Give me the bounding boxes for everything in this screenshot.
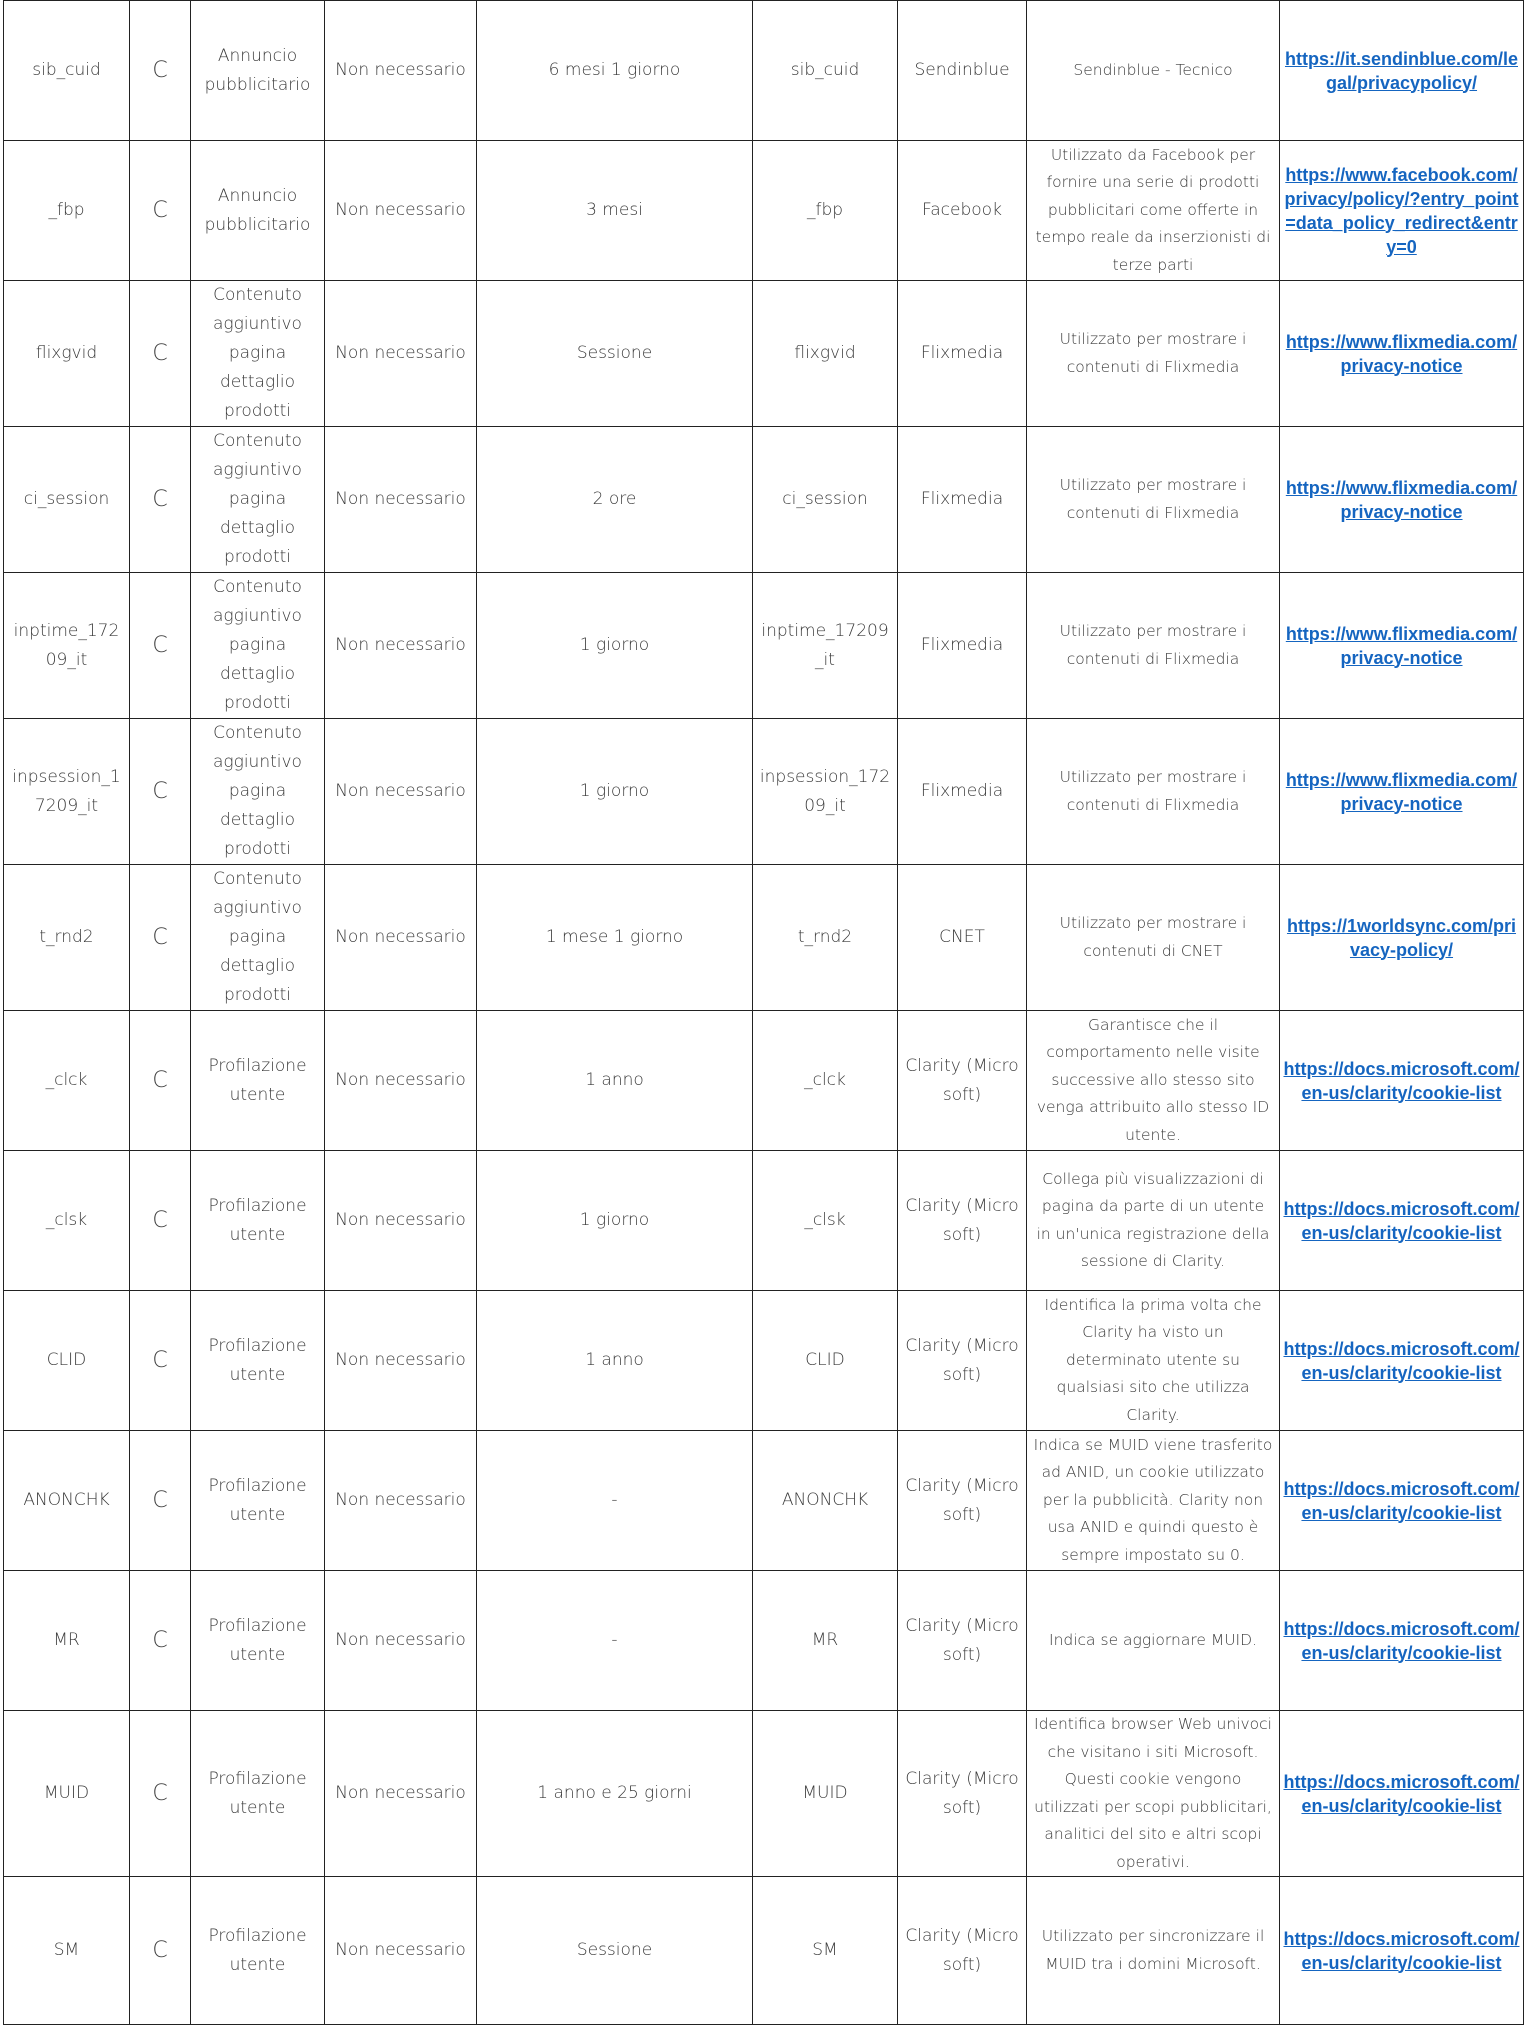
privacy-policy-link[interactable]: https://docs.microsoft.com/en-us/clarity/cookie-list	[1283, 1198, 1520, 1243]
cookie-purpose-cell: Profilazione utente	[191, 1431, 325, 1571]
cookie-policy-cell	[1280, 1151, 1524, 1291]
cookie-duration-cell: 1 giorno	[477, 573, 753, 719]
table-row	[4, 1431, 1524, 1571]
cookie-id-cell: inpsession_17209_it	[753, 719, 898, 865]
cookie-purpose-cell: Contenuto aggiuntivo pagina dettaglio prodotti	[191, 865, 325, 1011]
cookie-type-cell: C	[130, 1431, 191, 1571]
cookie-id-cell: MR	[753, 1571, 898, 1711]
privacy-policy-link[interactable]: https://docs.microsoft.com/en-us/clarity/cookie-list	[1283, 1771, 1520, 1816]
cookie-purpose-cell: Contenuto aggiuntivo pagina dettaglio prodotti	[191, 719, 325, 865]
cookie-purpose-cell: Profilazione utente	[191, 1011, 325, 1151]
cookie-table	[3, 0, 1524, 2025]
cookie-consent-cell: Non necessario	[325, 281, 477, 427]
cookie-consent-cell: Non necessario	[325, 1877, 477, 2025]
cookie-name-cell: SM	[4, 1877, 130, 2025]
cookie-consent-cell: Non necessario	[325, 865, 477, 1011]
cookie-policy-cell	[1280, 141, 1524, 281]
cookie-description-cell	[1027, 427, 1280, 573]
cookie-description-text: Utilizzato per mostrare i contenuti di CNET	[1059, 914, 1247, 960]
cookie-policy-cell	[1280, 427, 1524, 573]
cookie-policy-cell	[1280, 1291, 1524, 1431]
cookie-duration-cell: 2 ore	[477, 427, 753, 573]
cookie-policy-cell	[1280, 1711, 1524, 1877]
cookie-name-cell: ANONCHK	[4, 1431, 130, 1571]
cookie-type-cell: C	[130, 719, 191, 865]
cookie-policy-cell	[1280, 573, 1524, 719]
cookie-id-cell: _fbp	[753, 141, 898, 281]
cookie-consent-cell: Non necessario	[325, 141, 477, 281]
table-row	[4, 1011, 1524, 1151]
cookie-description-text: Garantisce che il comportamento nelle visite successive allo stesso sito venga attribuito allo stesso ID utente.	[1036, 1015, 1270, 1144]
cookie-consent-cell: Non necessario	[325, 1, 477, 141]
cookie-id-cell: inptime_17209_it	[753, 573, 898, 719]
cookie-name-cell: flixgvid	[4, 281, 130, 427]
cookie-description-text: Identifica browser Web univoci che visitano i siti Microsoft. Questi cookie vengono utilizzati per scopi pubblicitari, analitici del sito e altri scopi operativi.	[1034, 1715, 1272, 1871]
cookie-policy-cell	[1280, 1571, 1524, 1711]
cookie-provider-cell: Clarity (Microsoft)	[898, 1877, 1027, 2025]
cookie-purpose-cell: Contenuto aggiuntivo pagina dettaglio prodotti	[191, 281, 325, 427]
cookie-name-cell: _clsk	[4, 1151, 130, 1291]
cookie-purpose-cell: Profilazione utente	[191, 1151, 325, 1291]
cookie-policy-cell	[1280, 865, 1524, 1011]
table-row	[4, 573, 1524, 719]
cookie-provider-cell: Clarity (Microsoft)	[898, 1431, 1027, 1571]
cookie-type-cell: C	[130, 281, 191, 427]
cookie-provider-cell: Clarity (Microsoft)	[898, 1571, 1027, 1711]
cookie-name-cell: _fbp	[4, 141, 130, 281]
cookie-provider-cell: CNET	[898, 865, 1027, 1011]
cookie-id-cell: _clck	[753, 1011, 898, 1151]
cookie-provider-cell: Clarity (Microsoft)	[898, 1151, 1027, 1291]
cookie-provider-cell: Facebook	[898, 141, 1027, 281]
cookie-purpose-cell: Profilazione utente	[191, 1711, 325, 1877]
cookie-description-text: Utilizzato per sincronizzare il MUID tra i domini Microsoft.	[1041, 1927, 1265, 1973]
cookie-duration-cell: 1 giorno	[477, 719, 753, 865]
privacy-policy-link[interactable]: https://www.flixmedia.com/privacy-notice	[1285, 331, 1518, 376]
privacy-policy-link[interactable]: https://www.flixmedia.com/privacy-notice	[1285, 477, 1518, 522]
cookie-name-cell: sib_cuid	[4, 1, 130, 141]
cookie-description-text: Indica se MUID viene trasferito ad ANID, un cookie utilizzato per la pubblicità. Clarity non usa ANID e quindi questo è sempre impostato su 0.	[1033, 1435, 1273, 1564]
cookie-id-cell: flixgvid	[753, 281, 898, 427]
cookie-name-cell: CLID	[4, 1291, 130, 1431]
cookie-description-text: Utilizzato per mostrare i contenuti di Flixmedia	[1059, 622, 1247, 668]
cookie-description-text: Utilizzato per mostrare i contenuti di Flixmedia	[1059, 330, 1247, 376]
cookie-type-cell: C	[130, 427, 191, 573]
cookie-duration-cell: 1 anno	[477, 1291, 753, 1431]
privacy-policy-link[interactable]: https://docs.microsoft.com/en-us/clarity/cookie-list	[1283, 1338, 1520, 1383]
privacy-policy-link[interactable]: https://1worldsync.com/privacy-policy/	[1286, 915, 1517, 960]
cookie-duration-cell: 1 anno	[477, 1011, 753, 1151]
cookie-name-cell: inptime_17209_it	[4, 573, 130, 719]
cookie-type-cell: C	[130, 141, 191, 281]
table-row	[4, 427, 1524, 573]
cookie-provider-cell: Clarity (Microsoft)	[898, 1291, 1027, 1431]
cookie-description-cell	[1027, 1011, 1280, 1151]
table-row	[4, 1571, 1524, 1711]
cookie-name-cell: MUID	[4, 1711, 130, 1877]
cookie-policy-cell	[1280, 281, 1524, 427]
cookie-duration-cell: 1 giorno	[477, 1151, 753, 1291]
cookie-name-cell: inpsession_17209_it	[4, 719, 130, 865]
cookie-description-cell	[1027, 1431, 1280, 1571]
cookie-policy-cell	[1280, 1, 1524, 141]
cookie-name-cell: MR	[4, 1571, 130, 1711]
cookie-purpose-cell: Profilazione utente	[191, 1291, 325, 1431]
cookie-purpose-cell: Contenuto aggiuntivo pagina dettaglio prodotti	[191, 427, 325, 573]
cookie-duration-cell: 3 mesi	[477, 141, 753, 281]
cookie-type-cell: C	[130, 1711, 191, 1877]
cookie-duration-cell: 1 mese 1 giorno	[477, 865, 753, 1011]
cookie-provider-cell: Flixmedia	[898, 427, 1027, 573]
cookie-consent-cell: Non necessario	[325, 1011, 477, 1151]
privacy-policy-link[interactable]: https://docs.microsoft.com/en-us/clarity/cookie-list	[1283, 1928, 1520, 1973]
cookie-table-body	[4, 1, 1524, 2025]
cookie-id-cell: ANONCHK	[753, 1431, 898, 1571]
cookie-consent-cell: Non necessario	[325, 1151, 477, 1291]
table-row	[4, 1151, 1524, 1291]
cookie-type-cell: C	[130, 1877, 191, 2025]
cookie-description-text: Utilizzato per mostrare i contenuti di Flixmedia	[1059, 476, 1247, 522]
cookie-consent-cell: Non necessario	[325, 1711, 477, 1877]
cookie-type-cell: C	[130, 1151, 191, 1291]
cookie-description-cell	[1027, 573, 1280, 719]
privacy-policy-link[interactable]: https://www.flixmedia.com/privacy-notice	[1285, 623, 1518, 668]
cookie-description-cell	[1027, 281, 1280, 427]
cookie-description-text: Identifica la prima volta che Clarity ha visto un determinato utente su qualsiasi sito che utilizza Clarity.	[1044, 1295, 1262, 1424]
cookie-consent-cell: Non necessario	[325, 427, 477, 573]
privacy-policy-link[interactable]: https://www.flixmedia.com/privacy-notice	[1285, 769, 1518, 814]
cookie-description-cell	[1027, 1571, 1280, 1711]
cookie-type-cell: C	[130, 1571, 191, 1711]
cookie-id-cell: ci_session	[753, 427, 898, 573]
table-row	[4, 281, 1524, 427]
cookie-description-cell	[1027, 1877, 1280, 2025]
cookie-consent-cell: Non necessario	[325, 573, 477, 719]
privacy-policy-link[interactable]: https://docs.microsoft.com/en-us/clarity/cookie-list	[1283, 1058, 1520, 1103]
cookie-description-cell	[1027, 1291, 1280, 1431]
cookie-policy-cell	[1280, 1011, 1524, 1151]
cookie-id-cell: t_rnd2	[753, 865, 898, 1011]
cookie-duration-cell: 6 mesi 1 giorno	[477, 1, 753, 141]
table-row	[4, 1877, 1524, 2025]
cookie-description-text: Sendinblue - Tecnico	[1073, 60, 1233, 79]
cookie-provider-cell: Flixmedia	[898, 281, 1027, 427]
cookie-type-cell: C	[130, 1, 191, 141]
cookie-duration-cell: -	[477, 1431, 753, 1571]
cookie-description-cell	[1027, 1, 1280, 141]
cookie-duration-cell: -	[477, 1571, 753, 1711]
cookie-provider-cell: Flixmedia	[898, 719, 1027, 865]
cookie-duration-cell: 1 anno e 25 giorni	[477, 1711, 753, 1877]
privacy-policy-link[interactable]: https://www.facebook.com/privacy/policy/?entry_point=data_policy_redirect&entry=0	[1284, 164, 1519, 257]
cookie-purpose-cell: Annuncio pubblicitario	[191, 1, 325, 141]
cookie-description-text: Utilizzato da Facebook per fornire una serie di prodotti pubblicitari come offerte in tempo reale da inserzionisti di terze parti	[1035, 145, 1271, 274]
cookie-provider-cell: Clarity (Microsoft)	[898, 1711, 1027, 1877]
cookie-purpose-cell: Annuncio pubblicitario	[191, 141, 325, 281]
cookie-name-cell: _clck	[4, 1011, 130, 1151]
cookie-policy-cell	[1280, 719, 1524, 865]
cookie-type-cell: C	[130, 573, 191, 719]
cookie-type-cell: C	[130, 865, 191, 1011]
cookie-description-text: Collega più visualizzazioni di pagina da parte di un utente in un'unica registrazione della sessione di Clarity.	[1036, 1169, 1270, 1270]
cookie-id-cell: sib_cuid	[753, 1, 898, 141]
cookie-description-cell	[1027, 865, 1280, 1011]
cookie-id-cell: MUID	[753, 1711, 898, 1877]
cookie-description-cell	[1027, 1711, 1280, 1877]
cookie-duration-cell: Sessione	[477, 1877, 753, 2025]
cookie-duration-cell: Sessione	[477, 281, 753, 427]
cookie-description-cell	[1027, 719, 1280, 865]
cookie-consent-cell: Non necessario	[325, 1431, 477, 1571]
cookie-purpose-cell: Profilazione utente	[191, 1877, 325, 2025]
privacy-policy-link[interactable]: https://docs.microsoft.com/en-us/clarity/cookie-list	[1283, 1478, 1520, 1523]
cookie-id-cell: SM	[753, 1877, 898, 2025]
cookie-purpose-cell: Profilazione utente	[191, 1571, 325, 1711]
cookie-purpose-cell: Contenuto aggiuntivo pagina dettaglio prodotti	[191, 573, 325, 719]
table-row	[4, 865, 1524, 1011]
cookie-provider-cell: Clarity (Microsoft)	[898, 1011, 1027, 1151]
cookie-consent-cell: Non necessario	[325, 1291, 477, 1431]
cookie-description-cell	[1027, 1151, 1280, 1291]
cookie-name-cell: ci_session	[4, 427, 130, 573]
cookie-id-cell: CLID	[753, 1291, 898, 1431]
table-row	[4, 719, 1524, 865]
privacy-policy-link[interactable]: https://docs.microsoft.com/en-us/clarity/cookie-list	[1283, 1618, 1520, 1663]
cookie-description-text: Indica se aggiornare MUID.	[1049, 1630, 1257, 1649]
cookie-policy-cell	[1280, 1431, 1524, 1571]
cookie-id-cell: _clsk	[753, 1151, 898, 1291]
cookie-provider-cell: Flixmedia	[898, 573, 1027, 719]
cookie-policy-cell	[1280, 1877, 1524, 2025]
cookie-consent-cell: Non necessario	[325, 719, 477, 865]
cookie-type-cell: C	[130, 1011, 191, 1151]
cookie-consent-cell: Non necessario	[325, 1571, 477, 1711]
privacy-policy-link[interactable]: https://it.sendinblue.com/legal/privacypolicy/	[1284, 48, 1518, 93]
table-row	[4, 1291, 1524, 1431]
table-row	[4, 1, 1524, 141]
cookie-description-cell	[1027, 141, 1280, 281]
cookie-type-cell: C	[130, 1291, 191, 1431]
cookie-provider-cell: Sendinblue	[898, 1, 1027, 141]
table-row	[4, 1711, 1524, 1877]
cookie-description-text: Utilizzato per mostrare i contenuti di Flixmedia	[1059, 768, 1247, 814]
cookie-name-cell: t_rnd2	[4, 865, 130, 1011]
table-row	[4, 141, 1524, 281]
